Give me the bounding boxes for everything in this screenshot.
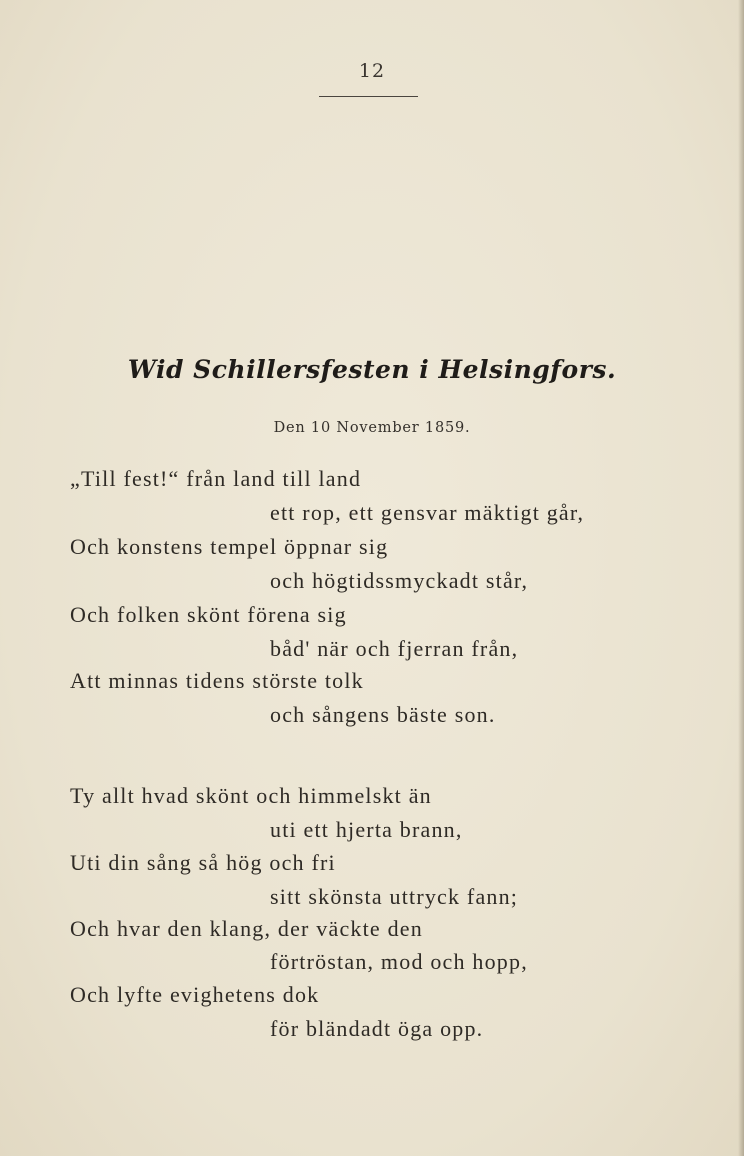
poem-line: och högtidssmyckadt står, <box>270 568 529 593</box>
poem-line: ett rop, ett gensvar mäktigt går, <box>270 500 585 525</box>
poem-line: Och lyfte evighetens dok <box>70 982 320 1007</box>
poem-line: Och folken skönt förena sig <box>70 602 347 627</box>
poem-line: Och hvar den klang, der väckte den <box>70 916 423 941</box>
poem-line: för bländadt öga opp. <box>270 1016 484 1041</box>
poem-line: båd' när och fjerran från, <box>270 636 519 661</box>
poem-line: förtröstan, mod och hopp, <box>270 949 528 974</box>
poem-line: Och konstens tempel öppnar sig <box>70 534 389 559</box>
poem-line: Ty allt hvad skönt och himmelskt än <box>70 783 432 808</box>
poem-line: „Till fest!“ från land till land <box>70 466 362 491</box>
page-edge-shadow <box>738 0 744 1156</box>
poem-line: Att minnas tidens störste tolk <box>70 668 364 693</box>
poem-line: uti ett hjerta brann, <box>270 817 463 842</box>
poem-title: Wid Schillersfesten i Helsingfors. <box>127 355 617 384</box>
dateline: Den 10 November 1859. <box>273 420 471 436</box>
poem-line: och sångens bäste son. <box>270 702 496 727</box>
poem-line: Uti din sång så hög och fri <box>70 850 336 875</box>
poem-line: sitt skönsta uttryck fann; <box>270 884 519 909</box>
header-rule <box>319 96 418 97</box>
page-number: 12 <box>358 60 386 82</box>
